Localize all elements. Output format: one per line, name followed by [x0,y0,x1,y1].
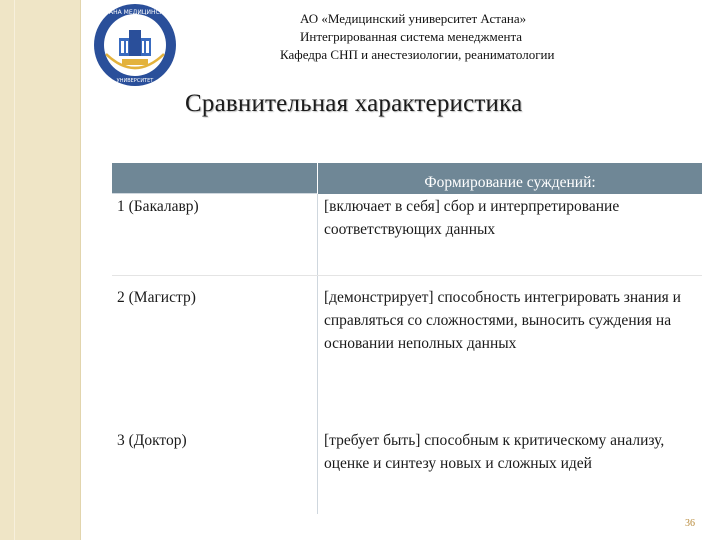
table-header-description: Формирование суждений: [318,163,703,194]
logo-text-bottom: УНИВЕРСИТЕТ [116,78,154,84]
table-cell-level: 2 (Магистр) [112,276,318,422]
header-organization: АО «Медицинский университет Астана» [300,11,527,26]
table-cell-description: [демонстрирует] способность интегрировать знания и справляться со сложностями, выносить суждения на основании неполных данных [318,276,703,422]
university-logo [92,2,178,88]
decorative-side-strip [0,0,81,540]
comparison-table [112,163,702,514]
header-department: Кафедра СНП и анестезиологии, реаниматологии [280,47,555,62]
table-row [112,421,702,514]
table-cell-level: 3 (Доктор) [112,421,318,514]
logo-tower [129,30,141,56]
page-title: Сравнительная характеристика [185,90,523,117]
table-cell-description: [требует быть] способным к критическому анализу, оценке и синтезу новых и сложных идей [318,421,703,514]
table-cell-description: [включает в себя] сбор и интерпретирование соответствующих данных [318,194,703,276]
table-cell-level: 1 (Бакалавр) [112,194,318,276]
table-header-row [112,163,702,194]
table-row [112,276,702,422]
table-row [112,194,702,276]
logo-text-top: АСТАНА МЕДИЦИНСКИЙ [97,9,173,16]
page-number: 36 [685,518,695,529]
logo-banner [122,59,148,65]
header-system: Интегрированная система менеджмента [300,29,523,44]
document-header [200,10,660,64]
table-header-level [112,163,318,194]
